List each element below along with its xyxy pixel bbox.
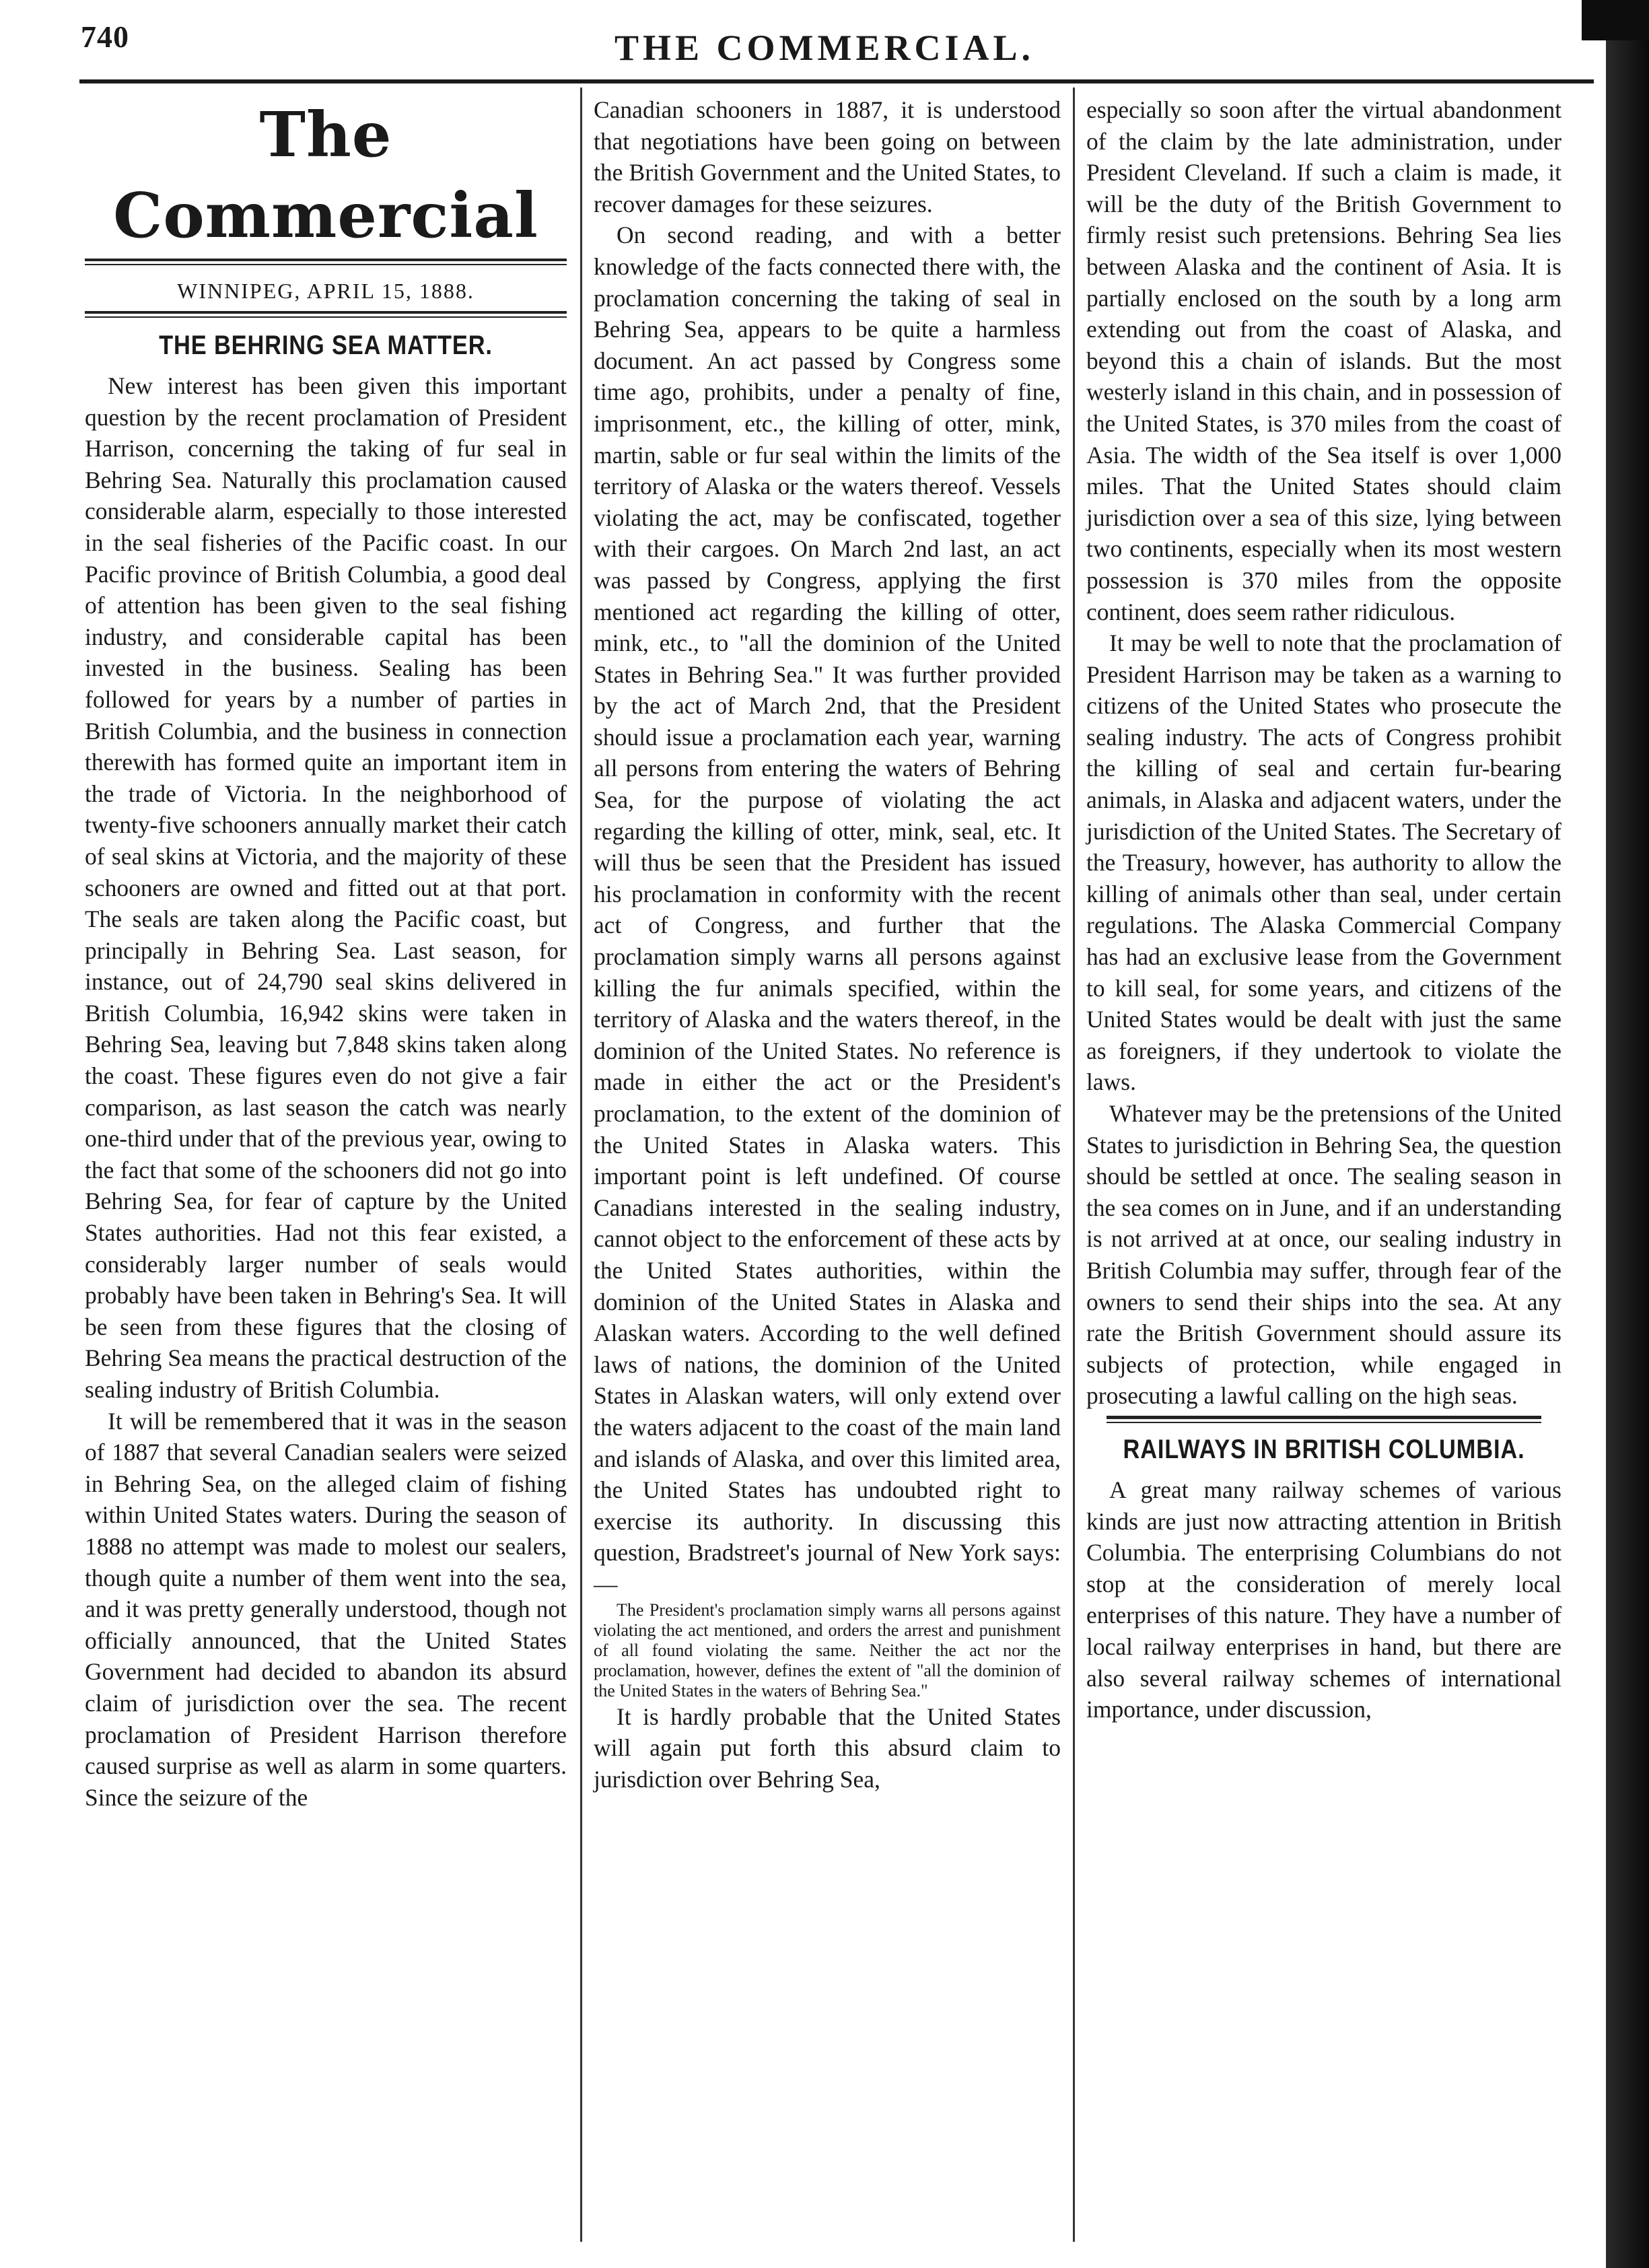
page-edge-shadow: [1606, 0, 1649, 2268]
article-paragraph: Whatever may be the pretensions of the United States to jurisdiction in Behring Sea, the question should be settled at once. The sealing season in the sea comes on in June, and if an understanding is not arrived at at once, our sealing industry in British Columbia may suffer, through fear of the owners to send their ships into the sea. At any rate the British Government should assure its subjects of protection, while engaged in prosecuting a lawful calling on the high seas.: [1086, 1100, 1562, 1410]
page-corner-shadow: [1582, 0, 1649, 40]
masthead-rule: [85, 259, 567, 265]
article-paragraph: It will be remembered that it was in the season of 1887 that several Canadian sealers were seized in Behring Sea, on the alleged claim of fishing within United States waters. During the season of 1888 no attempt was made to molest our sealers, though quite a number of them went into the sea, and it was pretty generally understood, though not officially announced, that the United States Government had decided to abandon its absurd claim of jurisdiction over the sea. The recent proclamation of President Harrison therefore caused surprise as well as alarm in some quarters. Since the seizure of the: [85, 1407, 567, 1811]
page-number: 740: [81, 20, 129, 54]
article-paragraph: New interest has been given this important question by the recent proclamation of President Harrison, concerning the taking of fur seal in Behring Sea. Naturally this proclamation caused considerable alarm, especially to those interested in the seal fisheries of the Pacific coast. In our Pacific province of British Columbia, a good deal of attention has been given to the seal fishing industry, and considerable capital has been invested in the business. Sealing has been followed for years by a number of parties in British Columbia, and the business in connection therewith has formed quite an important item in the trade of Victoria. In the neighborhood of twenty-five schooners annually market their catch of seal skins at Victoria, and the majority of these schooners are owned and fitted out at that port. The seals are taken along the Pacific coast, but principally in Behring Sea. Last season, for instance, out of 24,790 seal skins delivered in British Columbia, 16,942 skins were taken in Behring Sea, leaving but 7,848 skins taken along the coast. These figures even do not give a fair comparison, as last season the catch was nearly one-third under that of the previous year, owing to the fact that some of the schooners did not go into Behring Sea, for fear of capture by the United States authorities. Had not this fear existed, a considerably larger number of seals would probably have been taken in Behring's Sea. It will be seen from these figures that the closing of Behring Sea means the practical destruction of the sealing industry of British Columbia.: [85, 372, 567, 1403]
dateline: WINNIPEG, APRIL 15, 1888.: [177, 279, 475, 303]
article-paragraph: especially so soon after the virtual abandonment of the claim by the late administration, under President Cleveland. If such a claim is made, it will be the duty of the British Government to firmly resist such pretensions. Behring Sea lies between Alaska and the continent of Asia. It is partially enclosed on the south by a long arm extending out from the coast of Alaska, and beyond this a chain of islands. But the most westerly island in this chain, and in possession of the United States, is 370 miles from the coast of Asia. The width of the Sea itself is over 1,000 miles. That the United States should claim jurisdiction over a sea of this size, lying between two continents, especially when its most western possession is 370 miles from the opposite continent, does seem rather ridiculous.: [1086, 96, 1562, 625]
article-paragraph: A great many railway schemes of various kinds are just now attracting attention in British Columbia. The enterprising Columbians do not stop at the consideration of merely local enterprises of this nature. They have a number of local railway enterprises in hand, but there are also several railway schemes of international importance, under discussion,: [1086, 1476, 1562, 1723]
article-paragraph: Canadian schooners in 1887, it is understood that negotiations have been going on between the British Government and the United States, to recover damages for these seizures.: [594, 96, 1061, 217]
article-paragraph: It may be well to note that the proclamation of President Harrison may be taken as a warning to citizens of the United States who prosecute the sealing industry. The acts of Congress prohibit the killing of seal and certain fur-bearing animals, in Alaska and adjacent waters, under the jurisdiction of the United States. The Secretary of the Treasury, however, has authority to allow the killing of animals other than seal, under certain regulations. The Alaska Commercial Company has had an exclusive lease from the Government to kill seal, for some years, and citizens of the United States would be dealt with just the same as foreigners, if they undertook to violate the laws.: [1086, 629, 1562, 1096]
section-rule-thin: [1107, 1422, 1541, 1423]
column-divider: [1073, 88, 1075, 2242]
block-quote: The President's proclamation simply warns all persons against violating the act mentioned, and orders the arrest and punishment of all found violating the same. Neither the act nor the proclamation, however, defines the extent of "all the dominion of the United States in the waters of Behring Sea.": [594, 1600, 1061, 1700]
section-rule: [1107, 1416, 1541, 1419]
article-paragraph: On second reading, and with a better knowledge of the facts connected there with, the proclamation concerning the taking of seal in Behring Sea, appears to be quite a harmless document. An act passed by Congress some time ago, prohibits, under a penalty of fine, imprisonment, etc., the killing of otter, mink, martin, sable or fur seal within the limits of the territory of Alaska or the waters thereof. Vessels violating the act, may be confiscated, together with their cargoes. On March 2nd last, an act was passed by Congress, applying the first mentioned act regarding the killing of otter, mink, etc., to "all the dominion of the United States in Behring Sea." It was further provided by the act of March 2nd, that the President should issue a proclamation each year, warning all persons from entering the waters of Behring Sea, for the purpose of violating the act regarding the killing of otter, mink, seal, etc. It will thus be seen that the President has issued his proclamation in conformity with the recent act of Congress, and further that the proclamation simply warns all persons against killing the fur animals specified, within the territory of Alaska and the waters thereof, in the dominion of the United States. No reference is made in either the act or the President's proclamation, to the extent of the dominion of the United States in Alaska waters. This important point is left undefined. Of course Canadians interested in the sealing industry, cannot object to the enforcement of these acts by the United States authorities, within the dominion of the United States in Alaska and Alaskan waters. According to the well defined laws of nations, the dominion of the United States in Alaskan waters, will only extend over the waters adjacent to the coast of the main land and islands of Alaska, and over this limited area, the United States has undoubted right to exercise its authority. In discussing this question, Bradstreet's journal of New York says:—: [594, 221, 1061, 1597]
column-3: [1086, 94, 1562, 1725]
article-paragraph: It is hardly probable that the United States will again put forth this absurd claim to jurisdiction over Behring Sea,: [594, 1703, 1061, 1793]
masthead-title: The Commercial: [113, 98, 538, 252]
dateline-rule: [85, 311, 567, 318]
column-1: [85, 94, 567, 1813]
header-rule: [79, 79, 1594, 83]
column-divider: [580, 88, 582, 2242]
article-heading: RAILWAYS IN BRITISH COLUMBIA.: [1123, 1434, 1525, 1464]
article-heading: THE BEHRING SEA MATTER.: [159, 331, 493, 360]
running-title: THE COMMERCIAL.: [614, 28, 1034, 68]
column-2: [594, 94, 1061, 1795]
